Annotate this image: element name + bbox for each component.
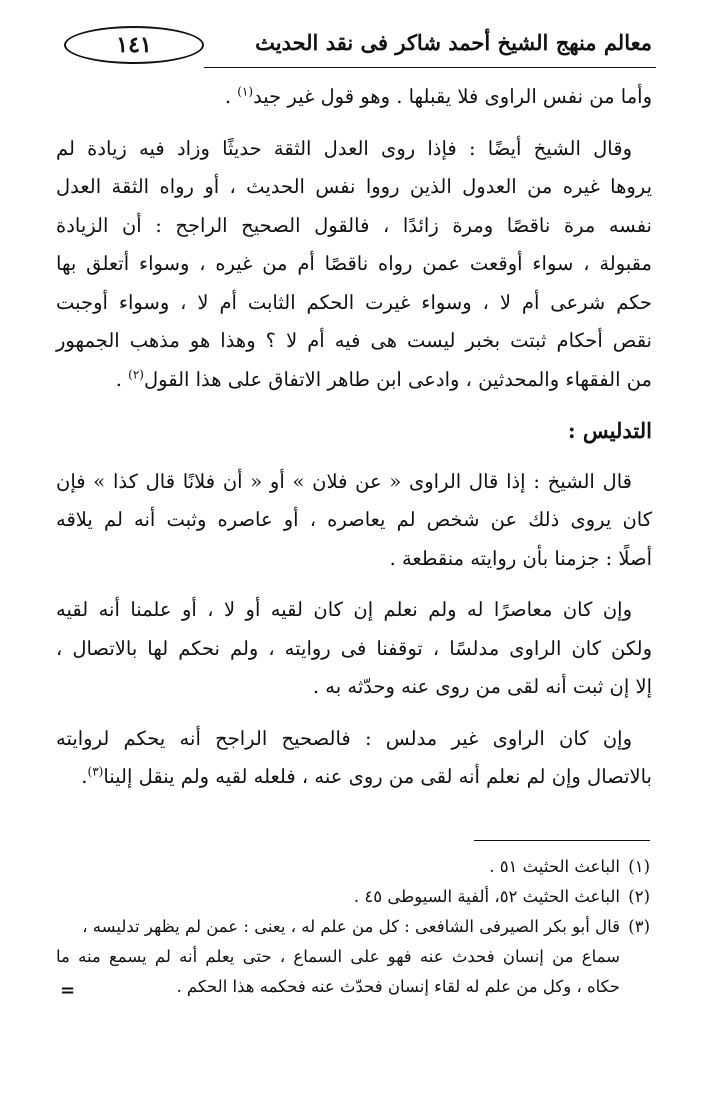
section-heading: التدليس :	[567, 418, 652, 443]
footnote-text: الباعث الحثيث ٥٢، ألفية السيوطى ٤٥ .	[353, 887, 620, 906]
footnote-text: الباعث الحثيث ٥١ .	[489, 857, 620, 876]
paragraph-3	[56, 463, 652, 579]
paragraph-5	[56, 720, 652, 797]
line-text: من الفقهاء والمحدثين ، وادعى ابن طاهر الاتفاق على هذا القول	[143, 367, 652, 391]
text-line: مقبولة ، سواء أوقعت عمن رواه ناقصًا أم من غيره ، وسواء أتعلق بها	[56, 252, 652, 275]
page-number: ١٤١	[116, 32, 152, 58]
footnote-3	[56, 912, 650, 1002]
text-line: قال الشيخ : إذا قال الراوى « عن فلان » أو « أن فلانًا قال كذا » فإن	[56, 469, 632, 493]
line-text: بالاتصال وإن لم نعلم أنه لقى من روى عنه ، فلعله لقيه ولم ينقل إلينا	[103, 765, 652, 788]
footnote-number: (٣)	[628, 917, 650, 936]
footnote-text-cont: سماع من إنسان فحدث عنه فهو على السماع ، حتى يعلم أنه لم يسمع منه ما	[56, 947, 620, 966]
running-title: معالم منهج الشيخ أحمد شاكر فى نقد الحديث	[255, 30, 652, 55]
footnotes	[56, 852, 650, 1002]
page-number-oval	[64, 26, 204, 64]
paragraph-2	[56, 130, 652, 400]
text-line: كان يروى ذلك عن شخص لم يعاصره ، أو عاصره وثبت أنه لم يلاقه	[56, 508, 652, 531]
line-tail: .	[115, 367, 129, 391]
text-line: نقص أحكام ثبتت بخبر ليست هى فيه أم لا ؟ وهذا هو مذهب الجمهور	[56, 329, 652, 352]
footnote-number: (٢)	[628, 887, 650, 906]
footnote-ref-2: (٢)	[128, 367, 144, 381]
text-line	[56, 361, 652, 400]
footnote-2	[56, 882, 650, 912]
text-line: وإن كان الراوى غير مدلس : فالصحيح الراجح أنه يحكم لروايته	[56, 726, 632, 750]
paragraph-tail: .	[224, 85, 238, 108]
footnote-text: قال أبو بكر الصيرفى الشافعى : كل من علم له ، يعنى : عمن لم يظهر تدليسه ،	[82, 917, 620, 936]
text-line: حكم شرعى أم لا ، وسواء غيرت الحكم الثابت أم لا ، وسواء أوجبت	[56, 290, 652, 314]
footnote-rule	[474, 840, 650, 841]
continuation-mark: =	[60, 980, 76, 1001]
header-rule	[204, 67, 656, 68]
footnote-ref-1: (١)	[237, 84, 254, 99]
text-line: إلا إن ثبت أنه لقى من روى عنه وحدّثه به .	[312, 675, 652, 698]
text-line	[56, 758, 652, 797]
text-line: نفسه مرة ناقصًا ومرة زائدًا ، فالقول الصحيح الراجح : أن الزيادة	[56, 213, 652, 237]
text-line: وإن كان معاصرًا له ولم نعلم إن كان لقيه أو لا ، أو علمنا أنه لقيه	[56, 598, 632, 621]
paragraph-text: وأما من نفس الراوى فلا يقبلها . وهو قول غير جيد	[253, 85, 652, 108]
text-line: يروها غيره من العدول الذين رووا نفس الحديث ، أو رواه الثقة العدل	[56, 175, 652, 198]
running-header	[58, 24, 656, 68]
text-line: وقال الشيخ أيضًا : فإذا روى العدل الثقة حديثًا وزاد فيه زيادة لم	[56, 136, 632, 160]
main-text	[56, 78, 652, 810]
footnote-1	[56, 852, 650, 882]
paragraph-4	[56, 591, 652, 707]
paragraph-1	[56, 78, 652, 117]
footnote-text-cont: حكاه ، وكل من علم له لقاء إنسان فحدّث عنه فحكمه هذا الحكم .	[176, 977, 620, 996]
line-tail: .	[81, 765, 88, 788]
text-line: ولكن كان الراوى مدلسًا ، توقفنا فى روايته ، ولم نحكم لها بالاتصال ،	[56, 636, 652, 660]
text-line: أصلًا : جزمنا بأن روايته منقطعة .	[389, 546, 652, 570]
footnote-number: (١)	[628, 857, 650, 876]
footnote-ref-3: (٣)	[87, 764, 104, 779]
